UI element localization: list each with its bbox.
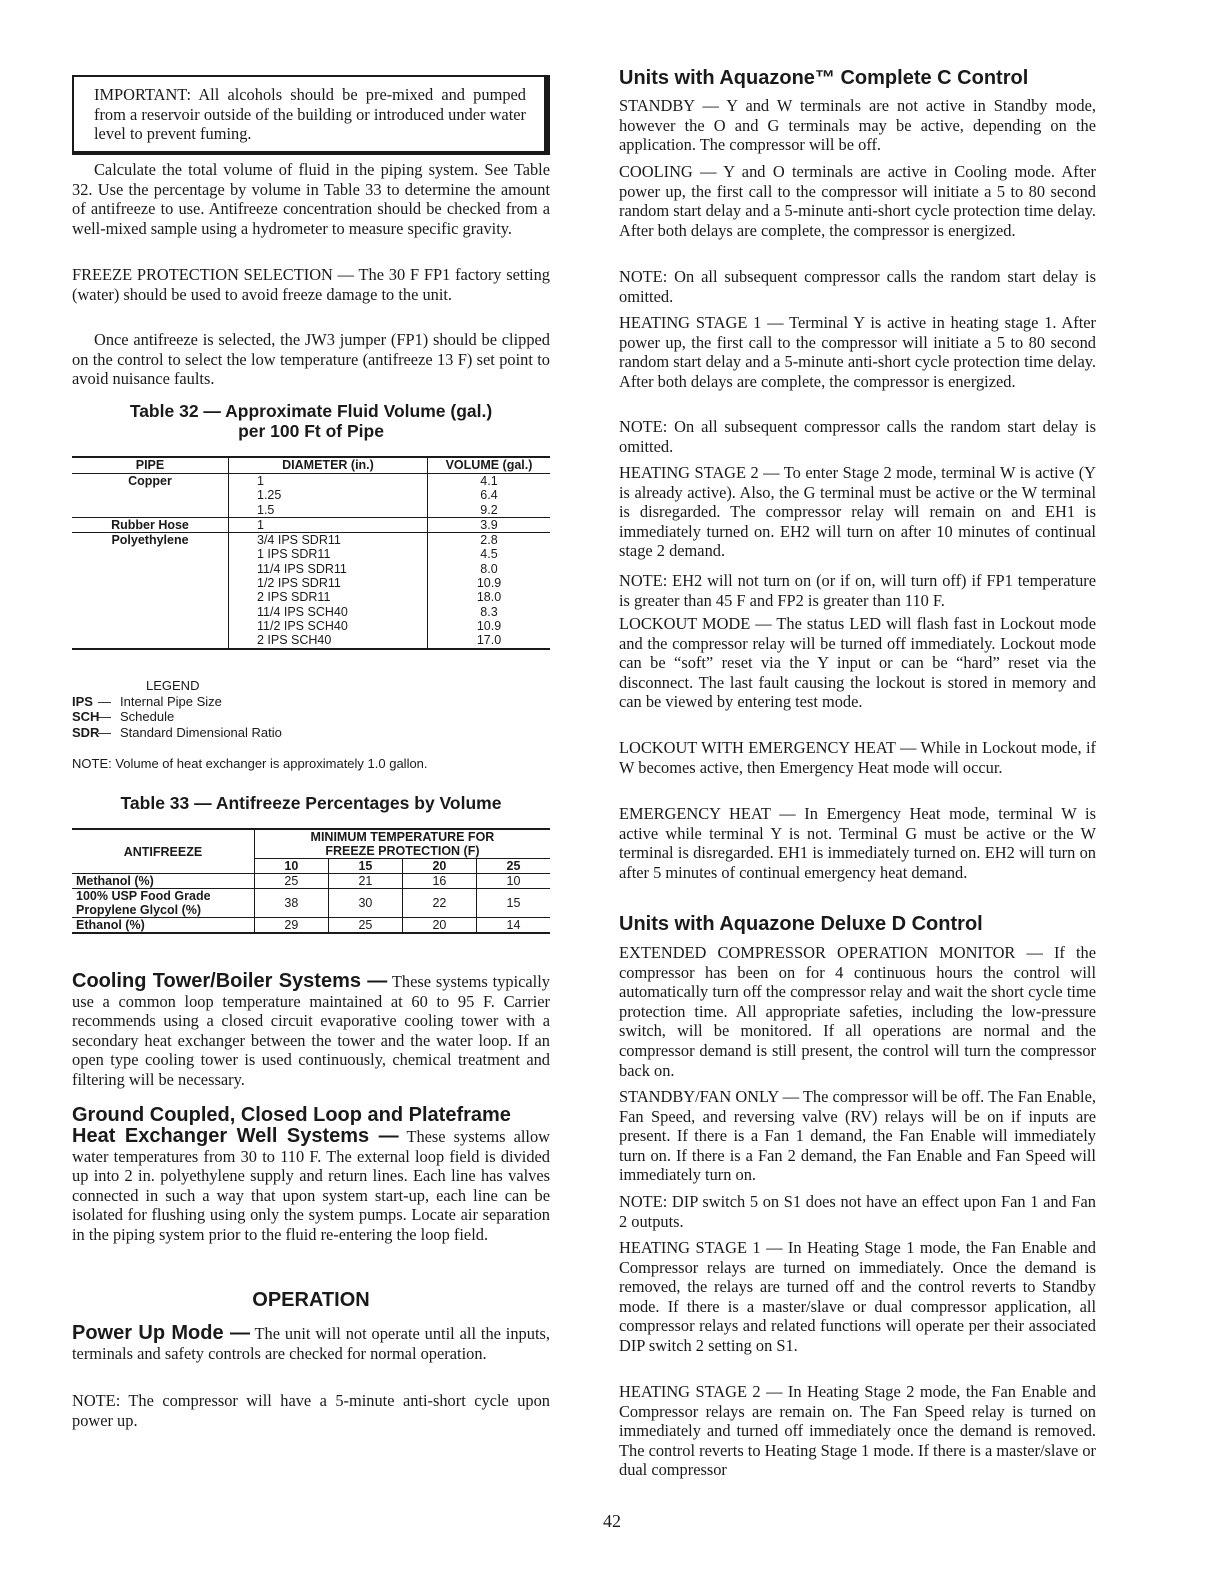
table33-row-name: Ethanol (%) xyxy=(76,918,145,932)
calc-paragraph: Calculate the total volume of fluid in the piping system. See Table 32. Use the percentage by volume in Table 33 to determine the amount of antifreeze to use. Antifreeze concentration should be checked from a well-mixed sample using a hydrometer to measure specific gravity. xyxy=(72,160,550,238)
table-cell: 11/2 IPS SCH40 xyxy=(257,618,348,633)
legend-text: Standard Dimensional Ratio xyxy=(120,724,282,740)
table-cell: 4.5 xyxy=(480,547,498,562)
table-cell: 10 xyxy=(476,874,550,889)
table-cell: 25 xyxy=(254,874,328,889)
table-cell: 9.2 xyxy=(480,502,498,517)
note-random-start-1: NOTE: On all subsequent compressor calls the random start delay is omitted. xyxy=(619,267,1096,306)
ground-heading-line2: Heat Exchanger Well Systems — xyxy=(72,1125,399,1147)
table-cell: 10.9 xyxy=(476,576,502,591)
table-cell: 6.4 xyxy=(480,488,498,503)
antifreeze-selected-paragraph: Once antifreeze is selected, the JW3 jumper (FP1) should be clipped on the control to select the low temperature (antifreeze 13 F) set point to avoid nuisance faults. xyxy=(72,330,550,389)
legend-abbr: SDR xyxy=(72,724,100,740)
table32-pipe-copper: Copper xyxy=(72,474,229,518)
table33-header-line2: FREEZE PROTECTION (F) xyxy=(325,844,480,858)
emergency-heat-paragraph: EMERGENCY HEAT — In Emergency Heat mode, terminal W is active while terminal Y is not. Terminal G must be active or the W terminal is disregarded. EH1 is immediately turned on. EH2 will turn on after 5 minutes of continual emergency heat demand. xyxy=(619,804,1096,882)
table-row xyxy=(72,533,550,649)
lockout-paragraph: LOCKOUT MODE — The status LED will flash fast in Lockout mode and the compressor relay will be turned off immediately. Lockout mode can be “soft” reset via the Y input or can be “hard” reset via the disconnect. The last fault causing the lockout is stored in memory and can be viewed by entering test mode. xyxy=(619,614,1096,712)
heating-stage1-paragraph: HEATING STAGE 1 — Terminal Y is active in heating stage 1. After power up, the first call to the compressor will initiate a 5 to 80 second random start delay and a 5-minute anti-short cycle protection time delay. After both delays are complete, the compressor is energized. xyxy=(619,313,1096,391)
table-cell: 2 IPS SDR11 xyxy=(257,590,331,605)
table-cell: 2.8 xyxy=(480,533,498,548)
important-callout xyxy=(72,75,546,153)
table-cell: 1 xyxy=(229,517,428,532)
table-cell: 10.9 xyxy=(476,618,502,633)
table-cell: 16 xyxy=(402,874,476,889)
table33-temp: 20 xyxy=(402,859,476,874)
power-up-text: The unit will not operate until all the inputs, terminals and safety controls are checked for normal operation. xyxy=(72,1324,550,1363)
table32-title-line1: Table 32 — Approximate Fluid Volume (gal.) xyxy=(129,401,493,421)
standby-fan-paragraph: STANDBY/FAN ONLY — The compressor will be off. The Fan Enable, Fan Speed, and reversing valve (RV) relays will be on if inputs are present. If there is a Fan 1 demand, the Fan Enable will immediately turn on. If there is a Fan 2 demand, the Fan Enable and Fan Speed will immediately turn on. xyxy=(619,1087,1096,1185)
legend-title: LEGEND xyxy=(146,678,200,693)
d-heating-stage2-paragraph: HEATING STAGE 2 — In Heating Stage 2 mode, the Fan Enable and Compressor relays are remain on. The Fan Speed relay is turned on immediately and turned off immediately once the demand is removed. The control reverts to Heating Stage 1 mode. If there is a master/slave or dual compressor xyxy=(619,1382,1096,1480)
operation-title: OPERATION xyxy=(252,1289,370,1311)
table33-row-name-line1: 100% USP Food Grade xyxy=(76,889,211,903)
table-cell: 11/4 IPS SCH40 xyxy=(257,604,348,619)
table-row xyxy=(72,889,550,918)
table33-temp: 25 xyxy=(476,859,550,874)
table33-row-name-line2: Propylene Glycol (%) xyxy=(76,903,202,917)
note-eh2: NOTE: EH2 will not turn on (or if on, will turn off) if FP1 temperature is greater than 45 F and FP2 is greater than 110 F. xyxy=(619,571,1096,610)
table33-title: Table 33 — Antifreeze Percentages by Volume xyxy=(120,793,502,813)
table33-temp: 10 xyxy=(254,859,328,874)
legend-item: SCH— Schedule xyxy=(72,709,175,724)
cooling-tower-heading: Cooling Tower/Boiler Systems — xyxy=(72,970,388,992)
table-cell: 20 xyxy=(402,918,476,934)
table-cell: 1.25 xyxy=(257,488,282,503)
table-cell: 29 xyxy=(254,918,328,934)
table-cell: 30 xyxy=(328,889,402,918)
table32-legend xyxy=(72,678,550,740)
table-cell: 38 xyxy=(254,889,328,918)
legend-item: SDR— Standard Dimensional Ratio xyxy=(72,724,282,740)
standby-paragraph: STANDBY — Y and W terminals are not active in Standby mode, however the O and G terminals may be active, depending on the application. The compressor will be off. xyxy=(619,96,1096,155)
table-cell: 4.1 xyxy=(480,474,498,488)
table-cell: 1/2 IPS SDR11 xyxy=(257,576,341,591)
power-up-note: NOTE: The compressor will have a 5-minute anti-short cycle upon power up. xyxy=(72,1391,550,1430)
table32-copper-diameters xyxy=(229,474,428,518)
ground-heading-line1: Ground Coupled, Closed Loop and Plateframe xyxy=(72,1104,511,1126)
legend-text: Internal Pipe Size xyxy=(120,693,222,709)
table-cell: 8.3 xyxy=(480,604,498,619)
table33-row-name: Methanol (%) xyxy=(76,874,154,888)
cooling-tower-text: These systems typically use a common loop temperature maintained at 60 to 95 F. Carrier recommends using a closed circuit evaporative cooling tower with a secondary heat exchanger between the tower and the water loop. If an open type cooling tower is used continuously, chemical treatment and filtering will be necessary. xyxy=(72,972,550,1089)
callout-shadow-side xyxy=(546,75,550,155)
legend-abbr: IPS xyxy=(72,693,93,709)
table-cell: 25 xyxy=(328,918,402,934)
table33-row-name xyxy=(72,889,254,918)
table32-copper-volumes xyxy=(428,474,551,518)
cooling-paragraph: COOLING — Y and O terminals are active in Cooling mode. After power up, the first call to the compressor will initiate a 5 to 80 second random start delay and a 5-minute anti-short cycle protection time delay. After both delays are complete, the compressor is energized. xyxy=(619,162,1096,240)
ground-text: These systems allow water temperatures from 30 to 110 F. The external loop field is divided up into 2 in. polyethylene supply and return lines. Each line has valves connected in such a way that upon system start-up, each line can be isolated for flushing using only the system pumps. Locate air separation in the piping system prior to the fluid re-entering the loop field. xyxy=(72,1127,550,1244)
cooling-tower-section xyxy=(72,972,550,1090)
d-heating-stage1-paragraph: HEATING STAGE 1 — In Heating Stage 1 mode, the Fan Enable and Compressor relays are turned on immediately. Once the demand is removed, the relays are turned off and the control reverts to Standby mode. If there is a master/slave or dual compressor application, all compressor relays and related functions will operate per their associated DIP switch 2 setting on S1. xyxy=(619,1238,1096,1355)
extended-operation-paragraph: EXTENDED COMPRESSOR OPERATION MONITOR — If the compressor has been on for 4 continuous hours the control will automatically turn off the compressor relay and wait the short cycle time protection time. All appropriate safeties, including the low-pressure switch, will be monitored. If all operations are normal and the compressor demand is still present, the control will turn the compressor back on. xyxy=(619,943,1096,1080)
table33-header-antifreeze: ANTIFREEZE xyxy=(72,829,254,874)
legend-abbr: SCH xyxy=(72,709,100,724)
page-number: 42 xyxy=(603,1511,621,1531)
table-cell: 8.0 xyxy=(480,561,498,576)
table33 xyxy=(72,828,550,934)
table32-title-line2: per 100 Ft of Pipe xyxy=(238,421,384,441)
table-cell: 1.5 xyxy=(257,502,275,517)
table33-header-line1: MINIMUM TEMPERATURE FOR xyxy=(310,830,495,844)
legend-item: IPS — Internal Pipe Size xyxy=(72,693,222,709)
table-cell: 3/4 IPS SDR11 xyxy=(257,533,341,548)
d-control-heading: Units with Aquazone Deluxe D Control xyxy=(619,913,983,935)
heating-stage2-paragraph: HEATING STAGE 2 — To enter Stage 2 mode, terminal W is active (Y is already active). Also, the G terminal must be active or the W terminal is disregarded. The compressor relay will remain on and EH1 is immediately turned on. EH2 will turn on after 10 minutes of continual stage 2 demand. xyxy=(619,463,1096,561)
table32-header-diameter: DIAMETER (in.) xyxy=(229,457,428,474)
table32-pipe-rubber: Rubber Hose xyxy=(72,517,229,532)
ground-section xyxy=(72,1127,550,1245)
table-cell: 2 IPS SCH40 xyxy=(257,633,332,648)
table-cell: 14 xyxy=(476,918,550,934)
table-cell: 22 xyxy=(402,889,476,918)
table-cell: 1 xyxy=(257,474,264,488)
table-cell: 3.9 xyxy=(428,517,551,532)
table32-header-pipe: PIPE xyxy=(72,457,229,474)
table33-header-group xyxy=(254,829,550,859)
power-up-section xyxy=(72,1324,550,1363)
c-control-heading: Units with Aquazone™ Complete C Control xyxy=(619,67,1029,89)
table32-header-volume: VOLUME (gal.) xyxy=(428,457,551,474)
table32-poly-volumes xyxy=(428,533,551,649)
table32-pipe-poly: Polyethylene xyxy=(72,533,229,649)
table-row xyxy=(72,918,550,934)
legend-text: Schedule xyxy=(120,709,175,724)
important-text: IMPORTANT: All alcohols should be pre-mixed and pumped from a reservoir outside of the building or introduced under water level to prevent fuming. xyxy=(94,85,526,144)
power-up-heading: Power Up Mode — xyxy=(72,1322,250,1344)
table-cell: 21 xyxy=(328,874,402,889)
table-row xyxy=(72,517,550,532)
table-row xyxy=(72,474,550,518)
dip-switch-note: NOTE: DIP switch 5 on S1 does not have an effect upon Fan 1 and Fan 2 outputs. xyxy=(619,1192,1096,1231)
table-row xyxy=(72,874,550,889)
table-cell: 15 xyxy=(476,889,550,918)
table-cell: 17.0 xyxy=(476,633,502,648)
table-cell: 18.0 xyxy=(476,590,502,605)
table-cell: 1 IPS SDR11 xyxy=(257,547,331,562)
table32 xyxy=(72,456,550,650)
freeze-protection-paragraph: FREEZE PROTECTION SELECTION — The 30 F FP1 factory setting (water) should be used to avoid freeze damage to the unit. xyxy=(72,265,550,304)
note-random-start-2: NOTE: On all subsequent compressor calls the random start delay is omitted. xyxy=(619,417,1096,456)
table-cell: 11/4 IPS SDR11 xyxy=(257,561,347,576)
lockout-emergency-paragraph: LOCKOUT WITH EMERGENCY HEAT — While in Lockout mode, if W becomes active, then Emergency Heat mode will occur. xyxy=(619,738,1096,777)
table32-poly-diameters xyxy=(229,533,428,649)
table32-note: NOTE: Volume of heat exchanger is approximately 1.0 gallon. xyxy=(72,756,428,771)
table33-temp: 15 xyxy=(328,859,402,874)
table32-title xyxy=(72,401,550,441)
